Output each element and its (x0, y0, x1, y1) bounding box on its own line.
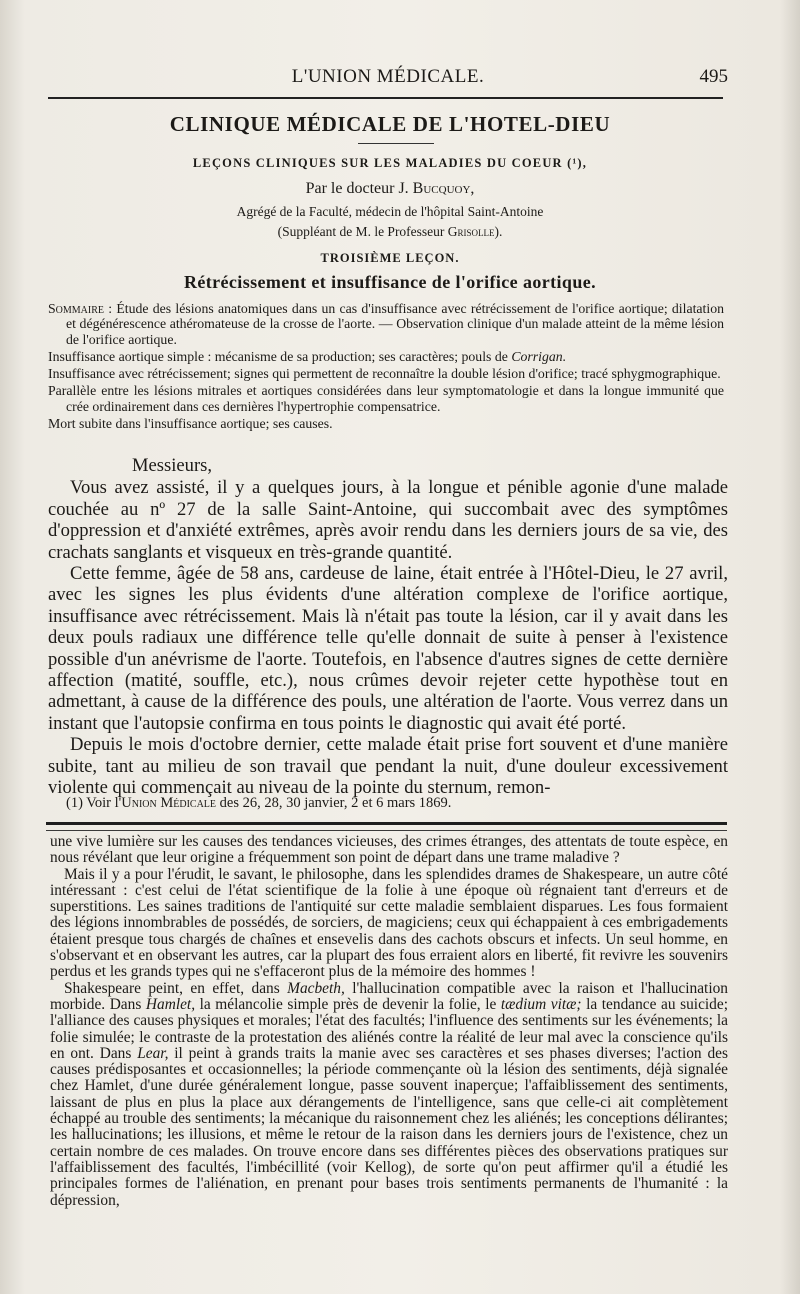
page-number: 495 (699, 66, 728, 87)
footnote-journal: Union Médicale (121, 795, 217, 811)
body-paragraph: Vous avez assisté, il y a quelques jours, à la longue et pénible agonie d'une malade couchée au nº 27 de la salle Saint-Antoine, qui succombait avec des symptômes d'oppression et d'anxiété extrêmes, après avoir rendu dans les derniers jours de sa vie, des crachats sanglants et visqueux en très-grande quantité. (48, 477, 728, 563)
lecture-body (48, 455, 728, 799)
feuilleton-text: la mélancolie simple près de devenir la folie, le (195, 995, 501, 1013)
body-paragraph: Depuis le mois d'octobre dernier, cette malade était prise fort souvent et d'une manière subite, tant au milieu de son travail que pendant la nuit, d'une douleur excessivement violente qui commençait au niveau de la pointe du sternum, remon- (48, 734, 728, 799)
feuilleton-paragraph: une vive lumière sur les causes des tendances vicieuses, des crimes étranges, des attentats de toute espèce, en nous révélant que leur origine a fréquemment son point de départ dans une trame maladive ? (50, 833, 728, 867)
running-header (48, 66, 728, 96)
feuilleton-text: la tendance au suicide; l'alliance des causes physiques et morales; l'état des facultés; l'influence des sentiments sur les événements; la folie simulée; le contraste de la protestation des aliénés contre la réalité de leur mal avec la conscience qu'ils en ont. Dans (50, 995, 728, 1062)
author-byline (40, 180, 740, 198)
summary-text: Étude des lésions anatomiques dans un cas d'insuffisance avec rétrécissement de l'orifice aortique; dilatation et dégénérescence athéromateuse de la crosse de l'aorte. — Observation clinique d'un malade atteint de la même lésion de l'orifice aortique. (66, 301, 724, 347)
summary-emphasis: Corrigan. (511, 348, 567, 364)
feuilleton-text: Shakespeare peint, en effet, dans (64, 979, 288, 997)
play-title-lear: Lear, (137, 1044, 169, 1062)
footnote (66, 795, 726, 812)
play-title-macbeth: Macbeth, (287, 979, 345, 997)
feuilleton-paragraph (50, 981, 728, 1209)
feuilleton-text: il peint à grands traits la manie avec ses caractères et ses phases diverses; l'action des causes prédisposantes et occasionnelles; la période commençante où la lésion des sentiments, déjà signalée chez Hamlet, d'une durée généralement longue, passe souvent inaperçue; l'affaiblissement des sentiments, laissant de plus en plus la place aux dérangements de l'intelligence, sans que celle-ci ait complètement échappé au trouble des sentiments; la mécanique du raisonnement chez les aliénés; les conceptions délirantes; les hallucinations; les illusions, et même le retour de la raison dans les derniers jours de l'existence, chez un certain nombre de ces malades. On trouve encore dans ses différentes pièces des observations pratiques sur l'affaiblissement des facultés, l'imbécillité (voir Kellog), de sorte qu'on peut affirmer qu'il a étudié les principales formes de l'aliénation, en prenant pour bases trois sentiments permanents de l'humanité : la dépression, (50, 1044, 728, 1209)
article-subtitle: LEÇONS CLINIQUES SUR LES MALADIES DU COEUR (¹), (192, 156, 588, 170)
summary-paragraph (48, 301, 724, 347)
summary-block (48, 301, 724, 433)
summary-paragraph: Mort subite dans l'insuffisance aortique; ses causes. (48, 416, 333, 432)
summary-paragraph: Insuffisance avec rétrécissement; signes qui permettent de reconnaître la double lésion d'orifice; tracé sphygmographique. (48, 366, 721, 382)
feuilleton-rule (46, 822, 727, 831)
footnote-suffix: des 26, 28, 30 janvier, 2 et 6 mars 1869. (216, 795, 452, 811)
lecture-number: TROISIÈME LEÇON. (320, 251, 460, 265)
substitute-prefix: (Suppléant de M. le Professeur (277, 224, 448, 239)
author-substitute-note (40, 224, 740, 240)
summary-text: Insuffisance aortique simple : mécanisme de sa production; ses caractères; pouls de (48, 348, 512, 364)
latin-phrase: tædium vitæ; (500, 995, 582, 1013)
salutation: Messieurs, (132, 455, 213, 476)
article-heading: CLINIQUE MÉDICALE DE L'HOTEL-DIEU (169, 112, 611, 136)
summary-paragraph: Parallèle entre les lésions mitrales et aortiques considérées dans leur symptomatologie et dans la longue immunité que crée ordinairement dans ces dernières l'hypertrophie compensatrice. (48, 383, 724, 414)
header-rule (48, 97, 723, 99)
byline-prefix: Par le docteur J. (305, 180, 413, 197)
feuilleton-paragraph: Mais il y a pour l'érudit, le savant, le philosophe, dans les splendides drames de Shakespeare, un autre côté intéressant : c'est celui de l'état scientifique de la folie à une époque où régnaient tant d'erreurs et de superstitions. Les saines traditions de l'antiquité sur cette maladie semblaient disparues. Les fous formaient des légions innombrables de possédés, de sorciers, de magiciens; ceux qui échappaient à ces embrigadements étaient presque tous chargés de chaînes et ensevelis dans des cachots obscurs et infects. Un seul homme, en s'observant et en observant les autres, car la plupart des fous erraient alors en liberté, fit revivre les souvenirs perdus et les grands types qui ne s'effaceront plus de la mémoire des hommes ! (50, 865, 728, 981)
journal-title: L'UNION MÉDICALE. (291, 66, 485, 87)
author-affiliation: Agrégé de la Faculté, médecin de l'hôpital Saint-Antoine (236, 204, 544, 219)
play-title-hamlet: Hamlet, (145, 995, 196, 1013)
summary-label: Sommaire : (48, 301, 113, 316)
feuilleton-column (50, 834, 728, 1209)
footnote-prefix: (1) Voir l' (66, 795, 122, 811)
lecture-topic: Rétrécissement et insuffisance de l'orifice aortique. (183, 272, 597, 292)
substitute-suffix: ). (494, 224, 503, 239)
feuilleton-text: l'hallucination compatible avec la raison et l'hallucination morbide. Dans (50, 979, 728, 1013)
professor-name: Grisolle (447, 224, 495, 239)
summary-paragraph (48, 349, 724, 364)
author-name: Bucquoy, (412, 180, 475, 197)
body-paragraph: Cette femme, âgée de 58 ans, cardeuse de laine, était entrée à l'Hôtel-Dieu, le 27 avril, avec les signes les plus évidents d'une altération complexe de l'orifice aortique, insuffisance avec rétrécissement. Mais là n'était pas toute la lésion, car il y avait dans les deux pouls radiaux une différence telle qu'elle donnait de suite à penser à l'existence possible d'un anévrisme de l'aorte. Toutefois, en l'absence d'autres signes de cette dernière affection (matité, souffle, etc.), nous crûmes devoir rejeter cette hypothèse tout en admettant, à cause de la différence des pouls, une altération de l'aorte. Vous verrez dans un instant que l'autopsie confirma en tous points le diagnostic qui avait été porté. (48, 563, 728, 734)
heading-rule (358, 143, 434, 144)
